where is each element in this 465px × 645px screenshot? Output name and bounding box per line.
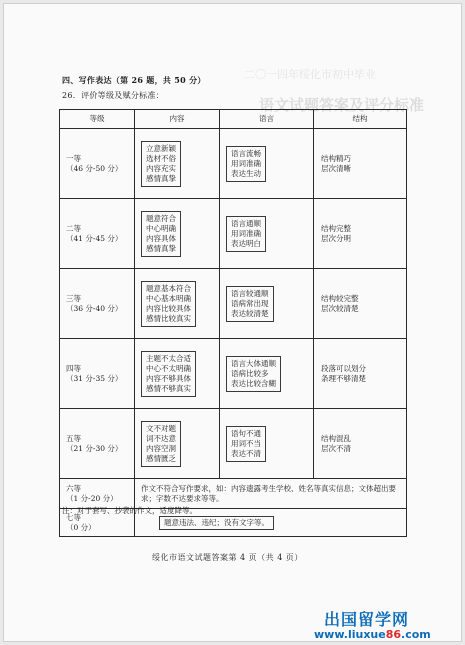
structure-line: 结构完整 <box>321 223 351 233</box>
table-row <box>60 199 407 269</box>
content-line: 题意基本符合 <box>146 283 191 293</box>
grade-label: 六等 <box>66 483 81 493</box>
grade-range: （1 分-20 分） <box>66 493 118 503</box>
language-cell <box>220 129 314 199</box>
language-cell <box>220 409 314 479</box>
structure-line: 结构混乱 <box>321 433 351 443</box>
language-line: 用词准确 <box>231 228 261 238</box>
content-line: 内容充实 <box>146 163 176 173</box>
grade-range: （31 分-35 分） <box>66 373 123 383</box>
document-page <box>3 3 462 642</box>
language-line: 语句不通 <box>231 428 261 438</box>
watermark-url-highlight: 86 <box>385 628 402 641</box>
content-line: 中心不太明确 <box>146 363 191 373</box>
bleed-through-text-line2: 语文试题答案及评分标准 <box>259 96 425 114</box>
language-line: 语病比较多 <box>231 368 269 378</box>
grade-cell <box>60 409 135 479</box>
header-content: 内容 <box>135 110 220 129</box>
structure-cell <box>314 409 407 479</box>
content-line: 内容具体 <box>146 233 176 243</box>
page-footer: 绥化市语文试题答案第 4 页（共 4 页） <box>152 553 303 562</box>
table-header-row <box>60 110 407 129</box>
grade-cell <box>60 129 135 199</box>
watermark-logo-text: 出国留学网 <box>324 610 410 629</box>
grade-label: 三等 <box>66 293 81 303</box>
language-cell <box>220 269 314 339</box>
content-line: 题意符合 <box>146 213 176 223</box>
content-line: 选材不俗 <box>146 153 176 163</box>
content-line: 内容空洞 <box>146 443 176 453</box>
grade-range: （36 分-40 分） <box>66 303 123 313</box>
content-line: 中心基本明确 <box>146 293 191 303</box>
section-subtitle: 26．评价等级及赋分标准： <box>62 91 165 100</box>
bleed-through-text-line1: 二〇一四年绥化市初中毕业 <box>244 68 376 81</box>
content-line: 中心明确 <box>146 223 176 233</box>
structure-cell <box>314 339 407 409</box>
grade-range: （0 分） <box>66 522 96 532</box>
content-line: 词不达意 <box>146 433 176 443</box>
content-cell <box>135 339 220 409</box>
content-line: 感情真挚 <box>146 173 176 183</box>
language-line: 语言流畅 <box>231 148 261 158</box>
grade-cell <box>60 339 135 409</box>
watermark-url-prefix: www.liuxue <box>314 628 386 641</box>
content-cell <box>135 129 220 199</box>
structure-line: 段落可以划分 <box>321 363 366 373</box>
structure-cell <box>314 199 407 269</box>
content-cell <box>135 409 220 479</box>
header-language: 语言 <box>220 110 314 129</box>
language-line: 表达较清楚 <box>231 308 269 318</box>
structure-line: 层次较清楚 <box>321 303 359 313</box>
structure-line: 层次清晰 <box>321 163 351 173</box>
table-row <box>60 479 407 509</box>
grade-range: （41 分-45 分） <box>66 233 123 243</box>
language-line: 语言通顺 <box>231 218 261 228</box>
grading-table <box>59 109 407 537</box>
content-line: 立意新颖 <box>146 143 176 153</box>
structure-line: 结构较完整 <box>321 293 359 303</box>
grade-description: 作文不符合写作要求，如：内容遗露考生学校、姓名等真实信息；文体超出要求；字数不达要求等等。 <box>135 479 407 509</box>
language-line: 语言较通顺 <box>231 288 269 298</box>
grade-label: 二等 <box>66 223 81 233</box>
grade-cell <box>60 479 135 509</box>
header-structure: 结构 <box>314 110 407 129</box>
structure-line: 层次分明 <box>321 233 351 243</box>
watermark-url-suffix: .com <box>401 628 431 641</box>
table-row <box>60 129 407 199</box>
section-title: 四、写作表达（第 26 题，共 50 分） <box>62 75 206 85</box>
language-line: 表达比较含糊 <box>231 378 276 388</box>
content-line: 内容比较具体 <box>146 303 191 313</box>
content-line: 感情真挚 <box>146 243 176 253</box>
language-line: 表达生动 <box>231 168 261 178</box>
table-note: 注：对于套写、抄袭的作文，适度降等。 <box>62 506 197 515</box>
content-line: 感情比较真实 <box>146 313 191 323</box>
content-line: 主题不太合适 <box>146 353 191 363</box>
grade-cell <box>60 269 135 339</box>
table-row <box>60 269 407 339</box>
grade-range: （21 分-30 分） <box>66 443 123 453</box>
content-line: 感情不够真实 <box>146 383 191 393</box>
language-cell <box>220 199 314 269</box>
content-line: 文不对题 <box>146 423 176 433</box>
grade-description-text: 题意违法、违纪；没有文字等。 <box>164 517 269 527</box>
content-cell <box>135 269 220 339</box>
grade-range: （46 分-50 分） <box>66 163 123 173</box>
language-line: 语病常出现 <box>231 298 269 308</box>
grade-label: 七等 <box>66 512 81 522</box>
watermark-url <box>314 628 431 641</box>
grade-label: 四等 <box>66 363 81 373</box>
language-line: 表达明白 <box>231 238 261 248</box>
grade-cell <box>60 199 135 269</box>
structure-cell <box>314 269 407 339</box>
language-cell <box>220 339 314 409</box>
language-line: 语言大体通顺 <box>231 358 276 368</box>
table-row <box>60 339 407 409</box>
table-row <box>60 409 407 479</box>
structure-line: 层次不清 <box>321 443 351 453</box>
grade-label: 五等 <box>66 433 81 443</box>
language-line: 表达不清 <box>231 448 261 458</box>
content-cell <box>135 199 220 269</box>
language-line: 用词不当 <box>231 438 261 448</box>
content-line: 内容不够具体 <box>146 373 191 383</box>
structure-line: 条理不够清楚 <box>321 373 366 383</box>
content-line: 感情匮乏 <box>146 453 176 463</box>
header-grade: 等级 <box>60 110 135 129</box>
structure-cell <box>314 129 407 199</box>
structure-line: 结构精巧 <box>321 153 351 163</box>
grade-label: 一等 <box>66 153 81 163</box>
grade-description-box <box>159 516 274 530</box>
language-line: 用词准确 <box>231 158 261 168</box>
